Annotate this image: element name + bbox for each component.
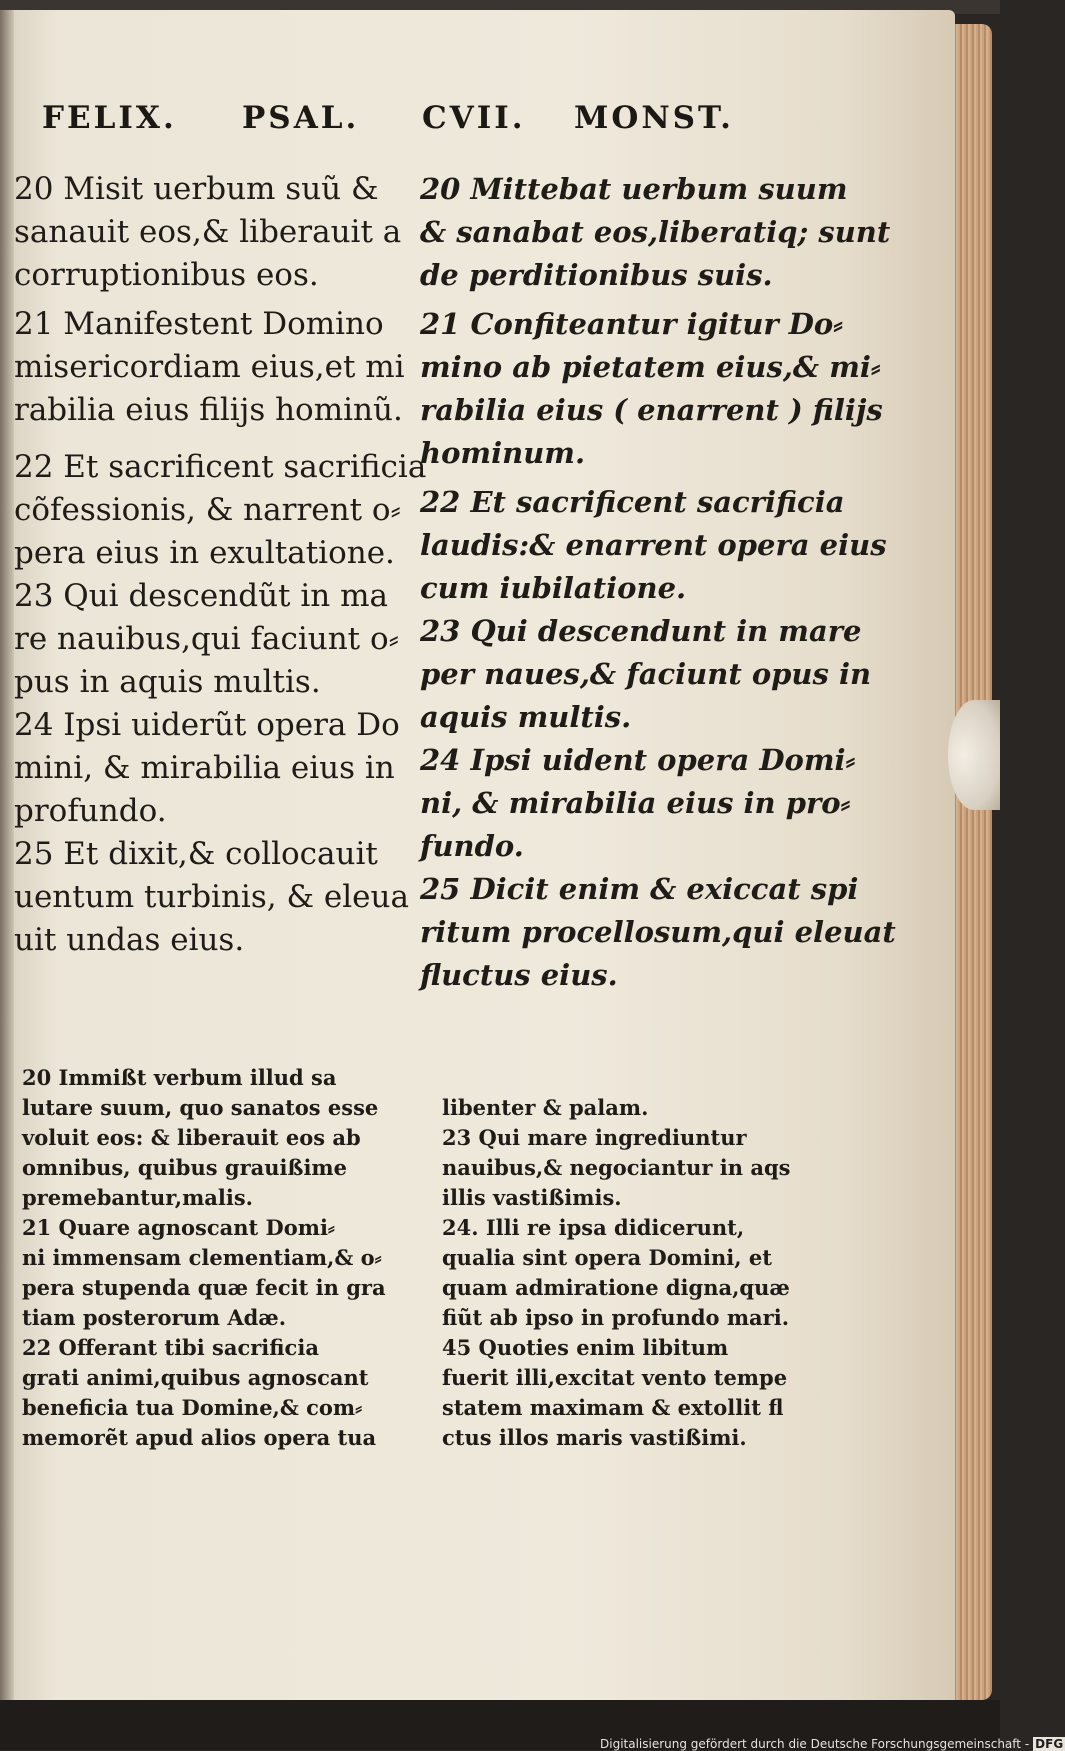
text-line: voluit eos: & liberauit eos ab: [22, 1125, 361, 1150]
text-line: quam admiratione digna,quæ: [442, 1275, 790, 1300]
text-line: cõfessionis, & narrent o⸗: [14, 492, 401, 528]
text-line: uit undas eius.: [14, 922, 245, 958]
text-line: ni immensam clementiam,& o⸗: [22, 1245, 382, 1270]
text-line: 22 Et sacrificent sacrificia: [420, 485, 845, 519]
text-line: libenter & palam.: [442, 1095, 649, 1120]
text-line: mino ab pietatem eius,& mi⸗: [420, 350, 881, 384]
text-line: 25 Dicit enim & exiccat spi: [420, 872, 859, 906]
text-line: 25 Et dixit,& collocauit: [14, 836, 378, 872]
text-line: 20 Mittebat uerbum suum: [420, 172, 848, 206]
text-line: 23 Qui descendũt in ma: [14, 578, 388, 614]
text-line: ni, & mirabilia eius in pro⸗: [420, 786, 851, 820]
text-line: & sanabat eos,liberatiq; sunt: [420, 215, 891, 249]
text-line: 23 Qui descendunt in mare: [420, 614, 862, 648]
paraphrase-column-right: [442, 1093, 852, 1453]
text-line: 45 Quoties enim libitum: [442, 1335, 729, 1360]
text-line: 21 Confiteantur igitur Do⸗: [420, 307, 843, 341]
text-line: 22 Offerant tibi sacrificia: [22, 1335, 319, 1360]
text-line: fundo.: [420, 829, 524, 863]
header-psalm-number: CVII.: [422, 100, 526, 136]
text-line: pus in aquis multis.: [14, 664, 321, 700]
text-line: de perditionibus suis.: [420, 258, 773, 292]
text-line: corruptionibus eos.: [14, 257, 319, 293]
credit-text: Digitalisierung gefördert durch die Deutsche Forschungsgemeinschaft -: [600, 1737, 1030, 1751]
text-line: 22 Et sacrificent sacrificia: [14, 449, 427, 485]
latin-column-left: [14, 168, 427, 962]
text-line: 21 Manifestent Domino: [14, 306, 384, 342]
header-monst: MONST.: [574, 100, 734, 136]
digitization-credit: [600, 1737, 1065, 1751]
book-fore-edge: [952, 24, 992, 1700]
text-line: illis vastißimis.: [442, 1185, 622, 1210]
text-line: fuerit illi,excitat vento tempe: [442, 1365, 788, 1390]
text-line: pera eius in exultatione.: [14, 535, 395, 571]
text-line: ctus illos maris vastißimi.: [442, 1425, 747, 1450]
paraphrase-column-left: [22, 1063, 422, 1453]
text-line: 24. Illi re ipsa didicerunt,: [442, 1215, 745, 1240]
text-line: uentum turbinis, & eleua: [14, 879, 409, 915]
text-line: hominum.: [420, 436, 586, 470]
text-line: mini, & mirabilia eius in: [14, 750, 395, 786]
text-line: grati animi,quibus agnoscant: [22, 1365, 369, 1390]
dfg-logo: DFG: [1035, 1737, 1064, 1751]
page-gutter: [0, 10, 14, 1705]
text-line: 20 Immißt verbum illud sa: [22, 1065, 337, 1090]
text-line: statem maximam & extollit fl: [442, 1395, 784, 1420]
header-psal: PSAL.: [242, 100, 360, 136]
text-line: 23 Qui mare ingrediuntur: [442, 1125, 747, 1150]
text-line: cum iubilatione.: [420, 571, 687, 605]
text-line: 21 Quare agnoscant Domi⸗: [22, 1215, 335, 1240]
running-header: [42, 100, 742, 146]
latin-column-right: [420, 168, 896, 997]
text-line: fluctus eius.: [420, 958, 618, 992]
text-line: premebantur,malis.: [22, 1185, 253, 1210]
text-line: tiam posterorum Adæ.: [22, 1305, 287, 1330]
text-line: aquis multis.: [420, 700, 632, 734]
text-line: misericordiam eius,et mi: [14, 349, 405, 385]
text-line: per naues,& faciunt opus in: [420, 657, 872, 691]
book-clasp: [948, 700, 1000, 810]
text-line: fiũt ab ipso in profundo mari.: [442, 1305, 790, 1330]
text-line: 24 Ipsi uiderũt opera Do: [14, 707, 400, 743]
text-line: nauibus,& negociantur in aqs: [442, 1155, 791, 1180]
header-felix: FELIX.: [42, 100, 177, 136]
text-line: sanauit eos,& liberauit a: [14, 214, 402, 250]
text-line: laudis:& enarrent opera eius: [420, 528, 887, 562]
text-line: re nauibus,qui faciunt o⸗: [14, 621, 399, 657]
text-line: qualia sint opera Domini, et: [442, 1245, 772, 1270]
text-line: ritum procellosum,qui eleuat: [420, 915, 896, 949]
text-line: pera stupenda quæ fecit in gra: [22, 1275, 386, 1300]
text-line: 24 Ipsi uident opera Domi⸗: [420, 743, 856, 777]
text-line: rabilia eius filijs hominũ.: [14, 392, 403, 428]
text-line: profundo.: [14, 793, 167, 829]
text-line: memorẽt apud alios opera tua: [22, 1425, 377, 1450]
text-line: 20 Misit uerbum suũ &: [14, 171, 379, 207]
text-line: rabilia eius ( enarrent ) filijs: [420, 393, 883, 427]
text-line: beneficia tua Domine,& com⸗: [22, 1395, 363, 1420]
text-line: lutare suum, quo sanatos esse: [22, 1095, 379, 1120]
text-line: omnibus, quibus grauißime: [22, 1155, 347, 1180]
